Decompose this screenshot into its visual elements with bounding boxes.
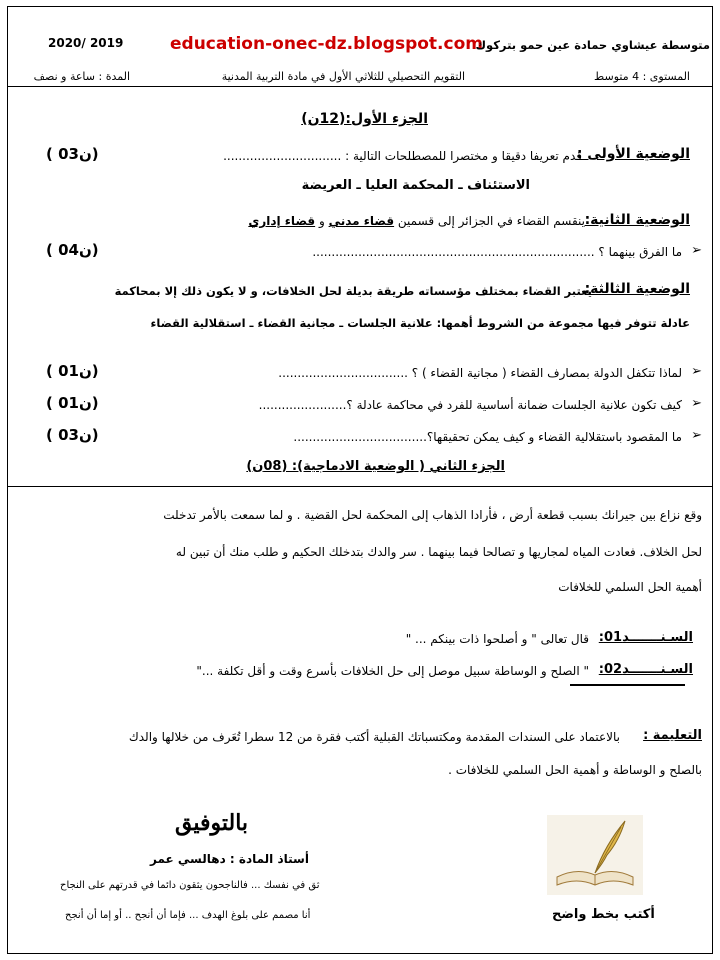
instruction-line-2: بالصلح و الوساطة و أهمية الحل السلمي للخلافات . (448, 763, 702, 777)
s1-terms: الاستئناف ـ المحكمة العليا ـ العريضة (301, 178, 530, 193)
part2-para-1: وقع نزاع بين جيرانك بسبب قطعة أرض ، فأرادا الذهاب إلى المحكمة لحل القضية . و لما سمعت بالأمر تدخلت (163, 508, 702, 522)
s3-score-1: ( 01ن) (46, 362, 99, 380)
s1-text: قدم تعريفا دقيقا و مختصرا للمصطلحات التالية : ............................... (223, 149, 582, 163)
s3-question-3: ما المقصود باستقلالية القضاء و كيف يمكن تحقيقها؟................................... (293, 430, 682, 444)
level: المستوى : 4 متوسط (594, 70, 690, 83)
good-luck: بالتوفيق (175, 810, 249, 836)
teacher-name: أستاذ المادة : دهالسي عمر (150, 852, 309, 866)
s2-question: ما الفرق بينهما ؟ .......................................................................... (312, 245, 682, 259)
s2-label: الوضعية الثانية: (584, 212, 690, 228)
s3-label: الوضعية الثالثة: (584, 281, 690, 297)
doc1-text: قال تعالى " و أصلحوا ذات بينكم ... " (405, 632, 589, 646)
s3-question-2: كيف تكون علانية الجلسات ضمانة أساسية للفرد في محاكمة عادلة ؟....................... (258, 398, 682, 412)
doc-underline (570, 684, 685, 686)
check-icon: ➢ (691, 428, 702, 443)
s3-line2: عادلة تتوفر فيها مجموعة من الشروط أهمها: علانية الجلسات ـ مجانية القضاء ـ استقلالية القضاء (150, 316, 690, 330)
instruction-label: التعليمة : (643, 728, 702, 743)
s3-score-2: ( 01ن) (46, 394, 99, 412)
section-divider (8, 486, 712, 487)
exam-title: التقويم التحصيلي للثلاثي الأول في مادة التربية المدنية (221, 70, 465, 83)
header-divider (8, 86, 712, 87)
s3-question-1: لماذا تتكفل الدولة بمصارف القضاء ( مجانية القضاء ) ؟ .................................. (278, 366, 682, 380)
part2-title: الجزء الثاني ( الوضعية الادماجية): (08ن) (246, 459, 505, 474)
school-name: متوسطة عيشاوي حمادة عين حمو بتركوك (475, 38, 710, 52)
school-year: 2020/ 2019 (48, 36, 124, 50)
part2-para-2: لحل الخلاف. فعادت المياه لمجاريها و تصالحا فيما بينهما . سر والدك بتدخلك الحكيم و طلب منك أن تبين له (175, 545, 702, 559)
s3-score-3: ( 03ن) (46, 426, 99, 444)
s1-score: ( 03ن) (46, 145, 99, 163)
s2-score: ( 04ن) (46, 241, 99, 259)
s2-text-a: ينقسم القضاء في الجزائر إلى قسمين (397, 214, 585, 228)
doc2-text: " الصلح و الوساطة سبيل موصل إلى حل الخلافات بأسرع وقت و أقل تكلفة ..." (196, 664, 589, 678)
duration: المدة : ساعة و نصف (33, 70, 130, 83)
s2-conj: و (318, 214, 325, 228)
doc1-label: السـنـــــــد01: (598, 630, 693, 645)
website-watermark: education-onec-dz.blogspot.com (170, 34, 483, 54)
quote-1: ثق في نفسك ... فالناجحون يثقون دائما في قدرتهم على النجاح (60, 880, 320, 891)
part1-title: الجزء الأول:(12ن) (301, 111, 428, 127)
s2-term1: قضاء مدني (328, 214, 395, 228)
instruction-line-1: بالاعتماد على السندات المقدمة ومكتسباتك القبلية أكتب فقرة من 12 سطرا تُعَرف من خلالها والدك (128, 730, 620, 744)
s3-line1: يعتبر القضاء بمختلف مؤسساته طريقة بديلة لحل الخلافات، و لا يكون ذلك إلا بمحاكمة (114, 284, 592, 298)
part2-para-3: أهمية الحل السلمي للخلافات (558, 580, 702, 594)
check-icon: ➢ (691, 364, 702, 379)
s2-term2: قضاء إداري (248, 214, 316, 228)
quill-book-icon (547, 815, 643, 895)
doc2-label: السـنـــــــد02: (598, 662, 693, 677)
quote-2: أنا مصمم على بلوغ الهدف ... فإما أن أنجح .. أو إما أن أنجح (65, 910, 311, 921)
s1-label: الوضعية الأولى : (576, 146, 690, 162)
write-clearly: أكتب بخط واضح (552, 907, 655, 922)
s2-text (248, 214, 585, 228)
check-icon: ➢ (691, 396, 702, 411)
check-icon: ➢ (691, 243, 702, 258)
